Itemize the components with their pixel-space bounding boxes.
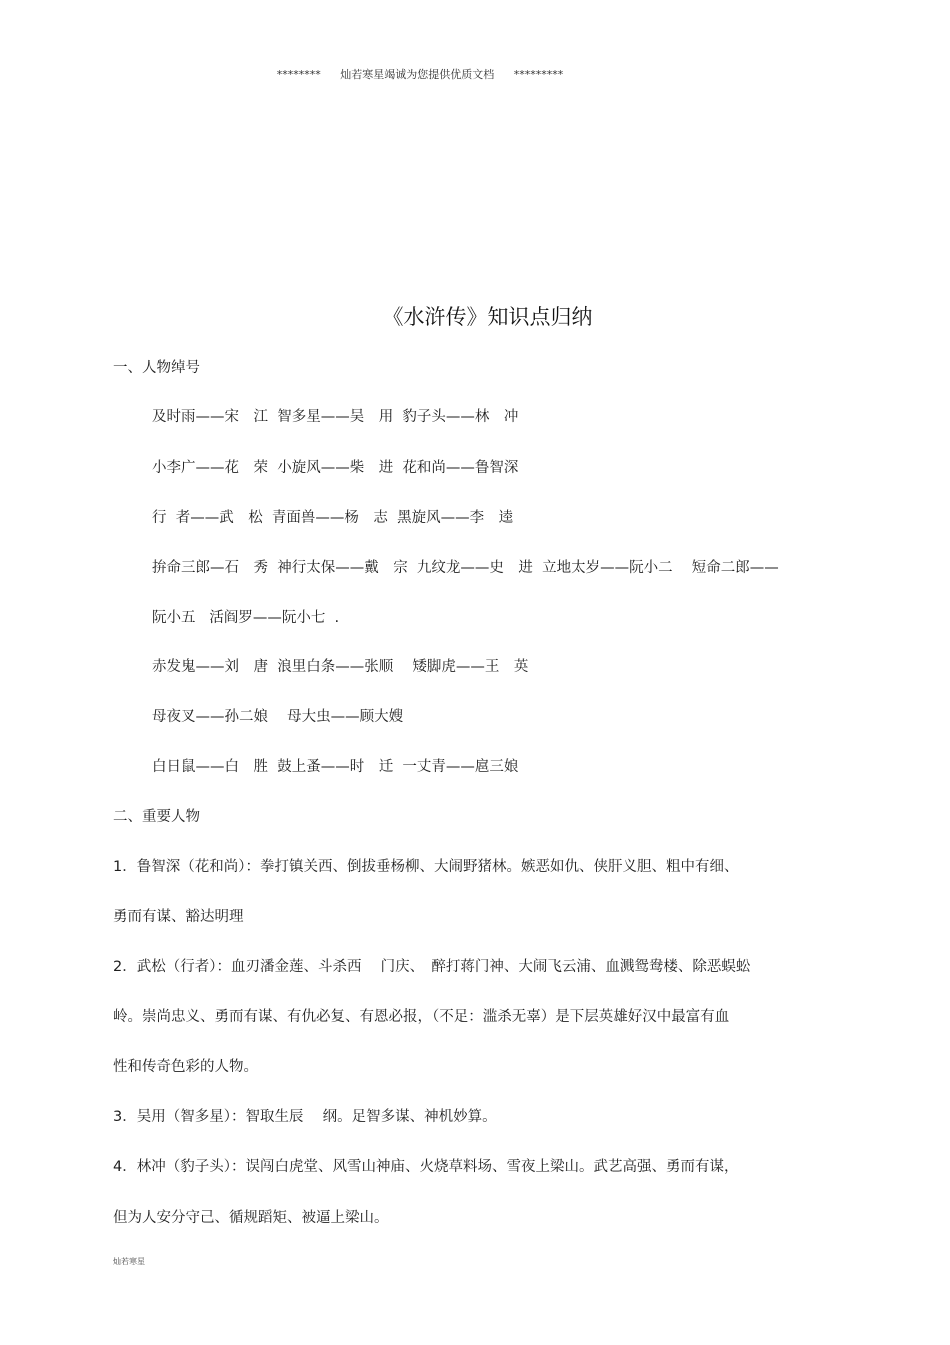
section-heading-nicknames: 一、人物绰号: [113, 360, 200, 376]
character-paragraph-line: 2．武松（行者）：血刃潘金莲、斗杀西 门庆、 醉打蒋门神、大闹飞云浦、血溅鸳鸯楼、除恶蜈蚣: [113, 959, 751, 975]
character-paragraph-line: 但为人安分守己、循规蹈矩、被逼上梁山。: [113, 1210, 389, 1226]
nickname-line: 赤发鬼——刘 唐 浪里白条——张顺 矮脚虎——王 英: [152, 659, 529, 675]
document-title: 《水浒传》知识点归纳: [382, 305, 593, 329]
section-heading-characters: 二、重要人物: [113, 809, 200, 825]
page-footer: 灿若寒星: [113, 1257, 145, 1266]
header-text: 灿若寒星竭诚为您提供优质文档: [340, 68, 495, 81]
header-left-stars: ********: [276, 68, 321, 81]
character-paragraph-line: 1．鲁智深（花和尚）：拳打镇关西、倒拔垂杨柳、大闹野猪林。嫉恶如仇、侠肝义胆、粗中有细、: [113, 859, 739, 875]
nickname-line: 阮小五 活阎罗——阮小七 .: [152, 610, 340, 626]
nickname-line: 小李广——花 荣 小旋风——柴 进 花和尚——鲁智深: [152, 460, 519, 476]
header-right-stars: *********: [513, 68, 564, 81]
character-paragraph-line: 3．吴用（智多星）：智取生辰 纲。足智多谋、神机妙算。: [113, 1109, 497, 1125]
character-paragraph-line: 岭。崇尚忠义、勇而有谋、有仇必复、有恩必报，（不足：滥杀无辜）是下层英雄好汉中最富有血: [113, 1009, 730, 1025]
nickname-line: 白日鼠——白 胜 鼓上蚤——时 迁 一丈青——扈三娘: [152, 759, 519, 775]
nickname-line: 及时雨——宋 江 智多星——吴 用 豹子头——林 冲: [152, 409, 519, 425]
nickname-line: 拚命三郎—石 秀 神行太保——戴 宗 九纹龙——史 进 立地太岁——阮小二 短命二郎——: [152, 560, 779, 576]
character-paragraph-line: 勇而有谋、豁达明理: [113, 909, 244, 925]
nickname-line: 母夜叉——孙二娘 母大虫——顾大嫂: [152, 709, 404, 725]
character-paragraph-line: 性和传奇色彩的人物。: [113, 1059, 258, 1075]
page-header: [0, 66, 840, 82]
character-paragraph-line: 4．林冲（豹子头）：误闯白虎堂、风雪山神庙、火烧草料场、雪夜上梁山。武艺高强、勇而有谋，: [113, 1159, 739, 1175]
nickname-line: 行 者——武 松 青面兽——杨 志 黑旋风——李 逵: [152, 510, 514, 526]
